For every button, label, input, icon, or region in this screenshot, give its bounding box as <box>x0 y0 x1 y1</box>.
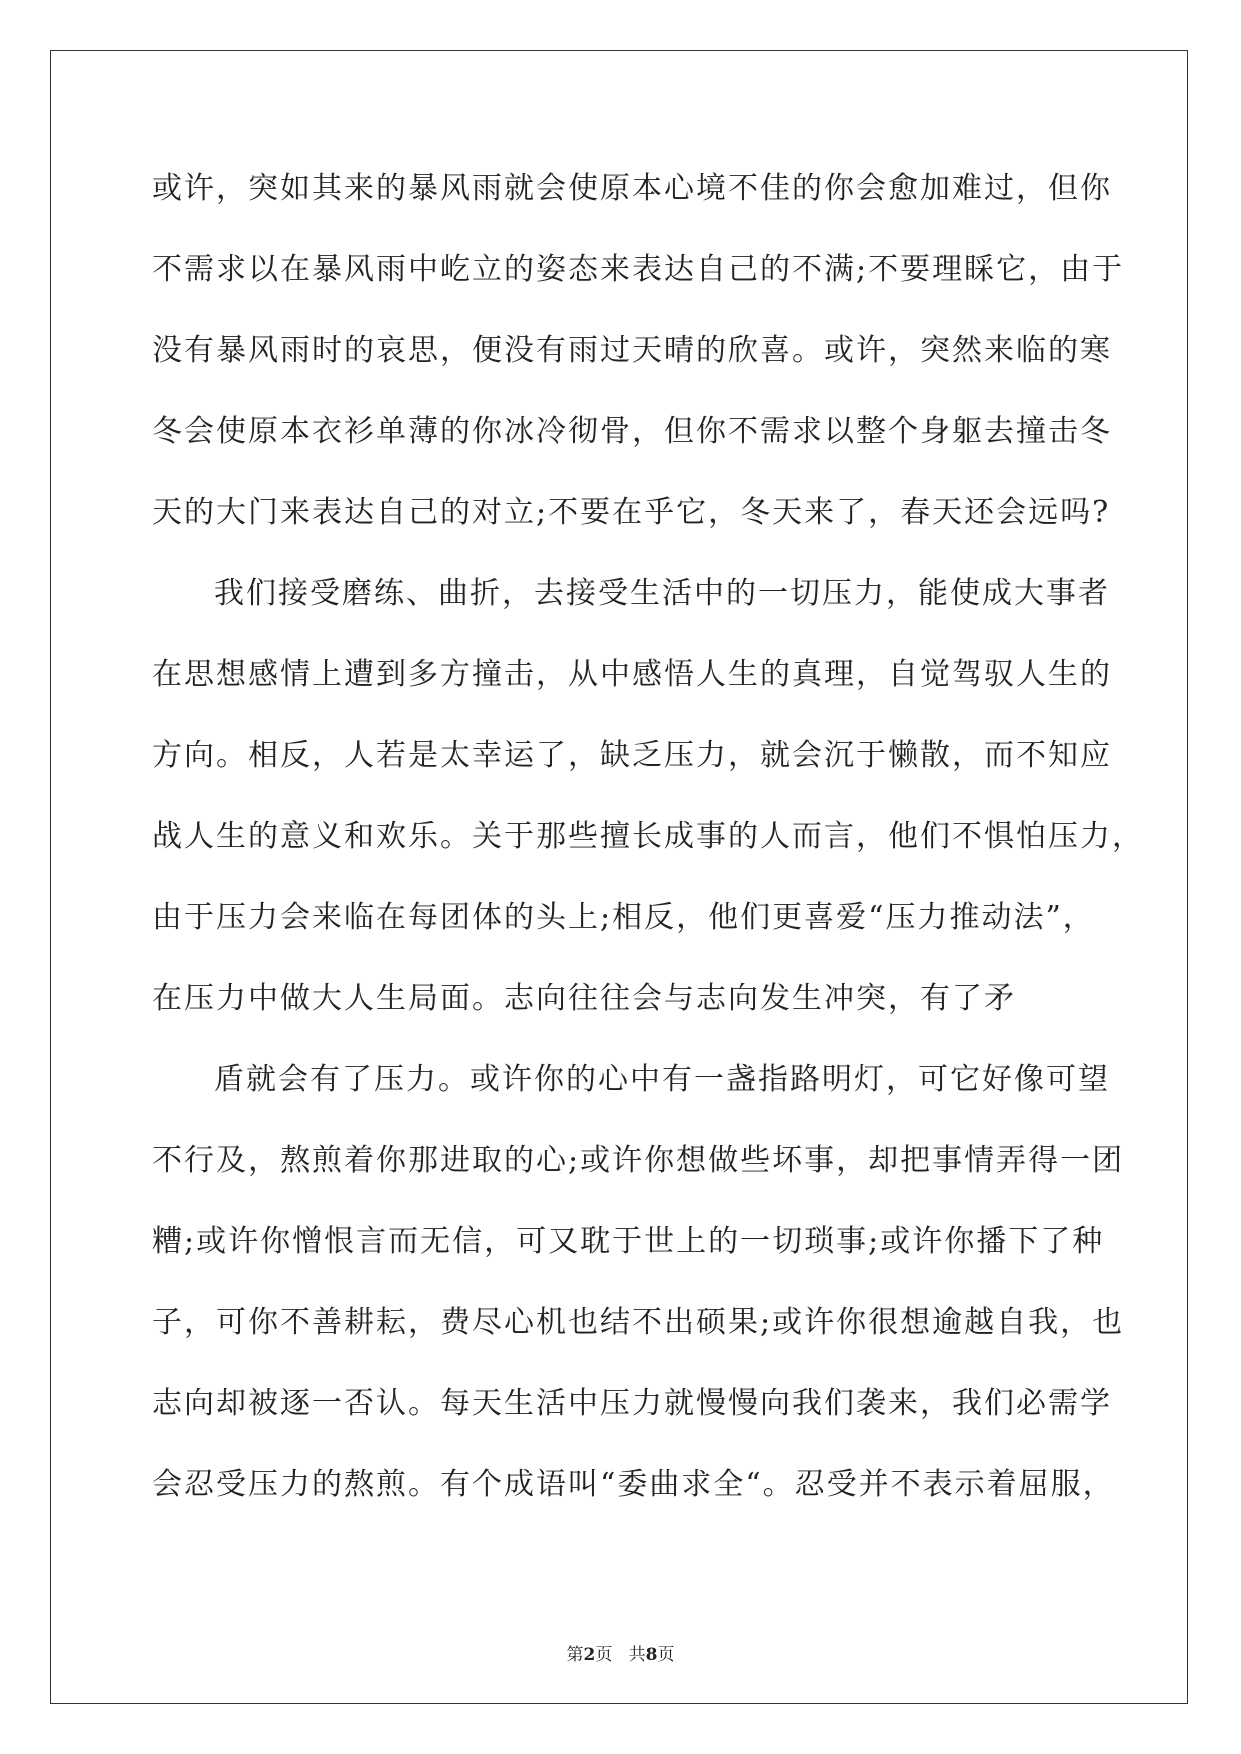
text-line: 没有暴风雨时的哀思，便没有雨过天晴的欣喜。或许，突然来临的寒 <box>152 333 1112 368</box>
text-line: 子，可你不善耕耘，费尽心机也结不出硕果;或许你很想逾越自我，也 <box>152 1305 1125 1340</box>
text-line: 天的大门来表达自己的对立;不要在乎它，冬天来了，春天还会远吗? <box>152 495 1111 530</box>
text-line: 在思想感情上遭到多方撞击，从中感悟人生的真理，自觉驾驭人生的 <box>152 657 1112 692</box>
total-page-count: 8 <box>645 1645 658 1665</box>
text-line: 由于压力会来临在每团体的头上;相反，他们更喜爱“压力推动法”， <box>152 900 1095 935</box>
text-line: 我们接受磨练、曲折，去接受生活中的一切压力，能使成大事者 <box>214 576 1110 611</box>
text-line: 在压力中做大人生局面。志向往往会与志向发生冲突，有了矛 <box>152 981 1016 1016</box>
text-line: 志向却被逐一否认。每天生活中压力就慢慢向我们袭来，我们必需学 <box>152 1386 1112 1421</box>
footer-prefix: 第 <box>566 1645 584 1665</box>
text-line: 不需求以在暴风雨中屹立的姿态来表达自己的不满;不要理睬它，由于 <box>152 252 1125 287</box>
footer-suffix: 页 <box>657 1645 675 1665</box>
text-line: 方向。相反，人若是太幸运了，缺乏压力，就会沉于懒散，而不知应 <box>152 738 1112 773</box>
footer-middle: 页 共 <box>595 1645 646 1665</box>
text-line: 盾就会有了压力。或许你的心中有一盏指路明灯，可它好像可望 <box>214 1062 1110 1097</box>
body-text <box>152 165 1144 1542</box>
text-line: 或许，突如其来的暴风雨就会使原本心境不佳的你会愈加难过，但你 <box>152 171 1112 206</box>
text-line: 不行及，熬煎着你那进取的心;或许你想做些坏事，却把事情弄得一团 <box>152 1143 1125 1178</box>
text-line: 冬会使原本衣衫单薄的你冰冷彻骨，但你不需求以整个身躯去撞击冬 <box>152 414 1112 449</box>
text-line: 会忍受压力的熬煎。有个成语叫“委曲求全“。忍受并不表示着屈服， <box>152 1467 1115 1502</box>
current-page-number: 2 <box>583 1645 596 1665</box>
page-footer <box>0 1643 1241 1667</box>
text-line: 糟;或许你憎恨言而无信，可又耽于世上的一切琐事;或许你播下了种 <box>152 1224 1105 1259</box>
text-line: 战人生的意义和欢乐。关于那些擅长成事的人而言，他们不惧怕压力， <box>152 819 1144 854</box>
